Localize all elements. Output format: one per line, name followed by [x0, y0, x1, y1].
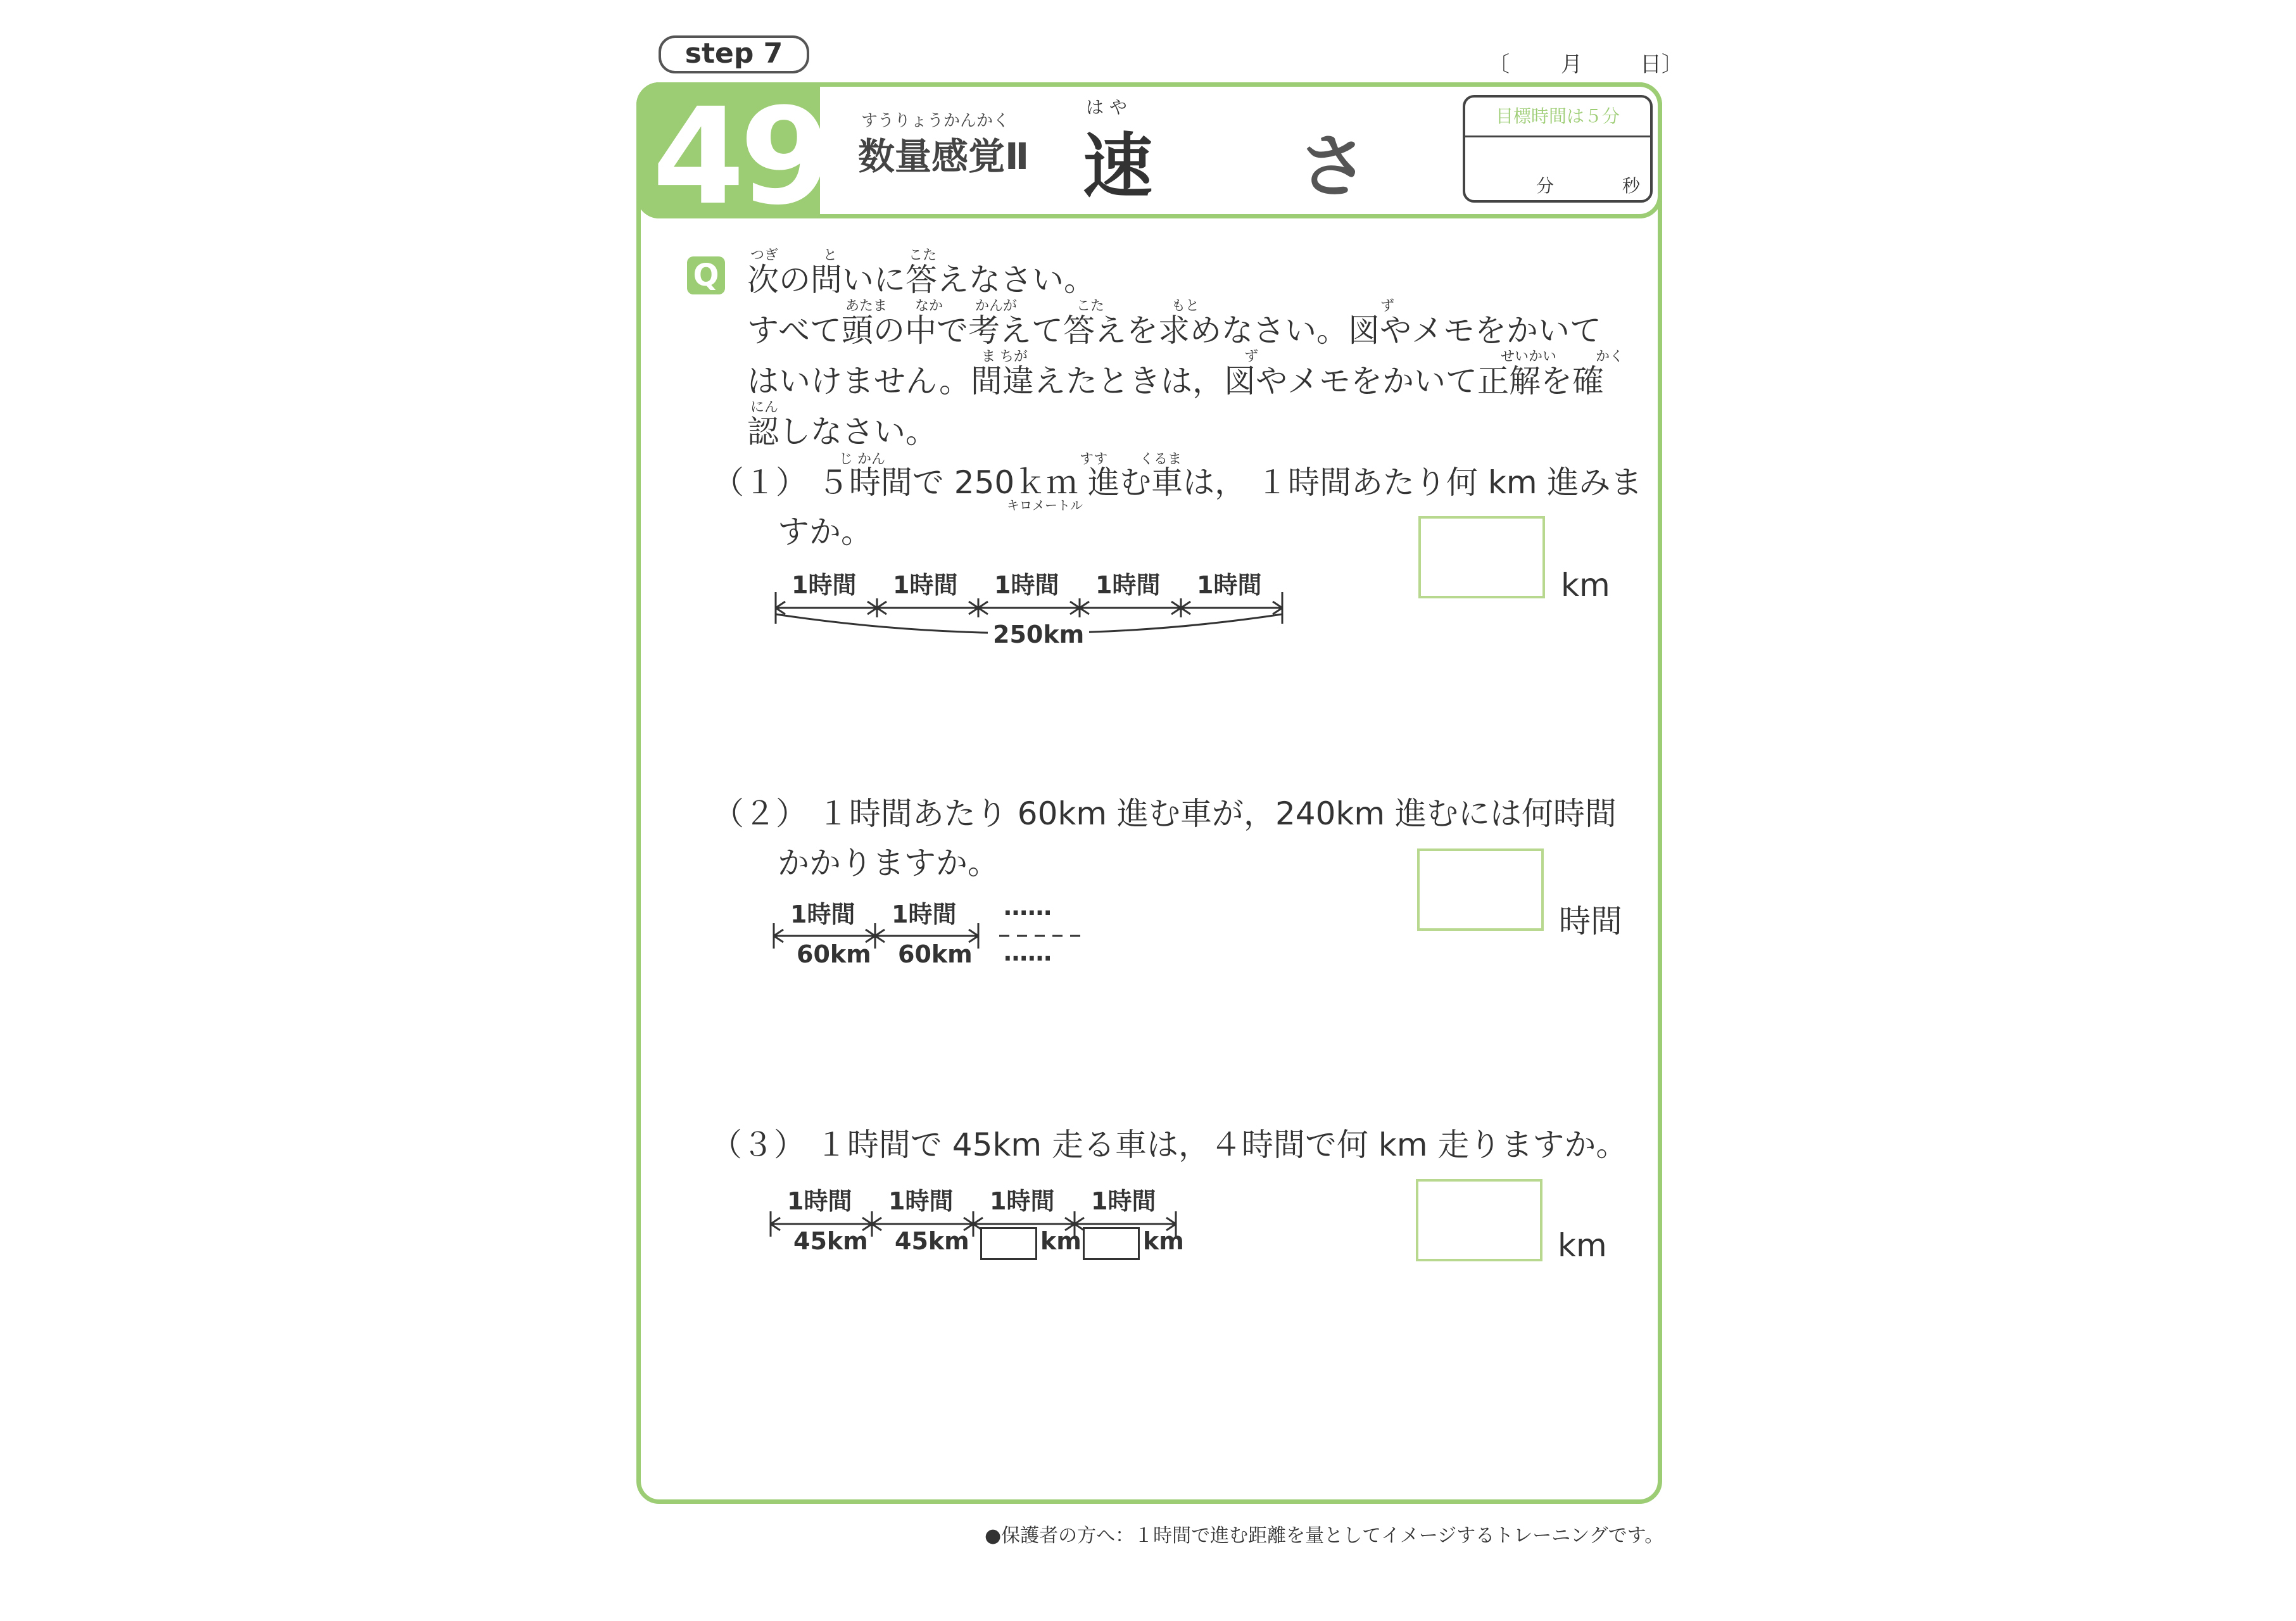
lesson-number: 49	[652, 79, 828, 234]
q3-blank-box-4[interactable]	[1083, 1227, 1140, 1260]
category-ruby: すうりょうかんかく	[861, 111, 1010, 130]
q2-unit: 時間	[1559, 903, 1622, 940]
ruby: こた	[1076, 298, 1105, 314]
q1-answer-box[interactable]	[1418, 516, 1545, 598]
ruby: かく	[1596, 349, 1624, 365]
q3-unit: km	[1558, 1227, 1607, 1264]
date-month: 月	[1561, 52, 1582, 77]
q2-distance-label: 60km	[797, 940, 871, 968]
instruction-line-1: 次の問いに答えなさい。	[747, 262, 1095, 298]
q1-text-line-1: （１） ５時間で 250ｋｍ 進む車は， １時間あたり何 km 進みま	[712, 464, 1643, 501]
q2-dots-bottom: ……	[1004, 938, 1052, 966]
instruction-line-2: すべて頭の中で考えて答えを求めなさい。図やメモをかいて	[747, 312, 1601, 349]
ruby: と	[823, 248, 838, 263]
q2-segment-label: 1時間	[892, 900, 957, 928]
ruby: キロメートル	[1007, 498, 1083, 513]
q3-segment-label: 1時間	[990, 1187, 1055, 1215]
q1-segment-label: 1時間	[1197, 571, 1262, 599]
topic-ruby: は や	[1086, 97, 1127, 118]
q2-text-line-2: かかりますか。	[778, 845, 999, 881]
question-badge: Q	[687, 256, 725, 294]
q1-segment-label: 1時間	[994, 571, 1059, 599]
ruby: じ かん	[839, 451, 885, 467]
q3-segment-label: 1時間	[1091, 1187, 1156, 1215]
q3-answer-box[interactable]	[1416, 1179, 1542, 1261]
q1-segment-label: 1時間	[893, 571, 958, 599]
ruby: ず	[1380, 298, 1395, 314]
q2-text-line-1: （２） １時間あたり 60km 進む車が，240km 進むには何時間	[712, 795, 1617, 832]
step-label: step 7	[659, 35, 809, 73]
q3-segment-label: 1時間	[888, 1187, 954, 1215]
q3-text-line-1: （３） １時間で 45km 走る車は，４時間で何 km 走りますか。	[710, 1126, 1628, 1163]
q3-blank-box-3[interactable]	[980, 1227, 1037, 1260]
q1-unit: km	[1561, 567, 1610, 603]
q3-blank-unit: km	[1040, 1227, 1082, 1255]
instruction-line-4: 認しなさい。	[747, 413, 937, 450]
ruby: くるま	[1140, 451, 1182, 467]
ruby: せいかい	[1501, 349, 1557, 365]
q2-answer-box[interactable]	[1417, 848, 1544, 931]
ruby: かんが	[975, 298, 1018, 314]
ruby: こた	[909, 248, 937, 263]
ruby: にん	[750, 400, 779, 415]
ruby: ず	[1244, 349, 1259, 365]
q1-text-line-2: すか。	[778, 514, 873, 550]
category-title: 数量感覚Ⅱ	[858, 135, 1030, 178]
instruction-line-3: はいけません。間違えたときは，図やメモをかいて正解を確	[747, 363, 1604, 400]
date-day: 日〕	[1640, 52, 1683, 77]
q3-segment-label: 1時間	[787, 1187, 852, 1215]
q1-total-label: 250km	[988, 621, 1089, 648]
timer-box	[1463, 95, 1653, 203]
topic-title-1: 速	[1083, 126, 1152, 207]
q3-distance-label: 45km	[793, 1227, 868, 1255]
topic-title-2: さ	[1298, 126, 1368, 207]
date-bracket-open: 〔	[1488, 52, 1510, 77]
q3-blank-unit: km	[1143, 1227, 1184, 1255]
ruby: すす	[1080, 451, 1108, 467]
ruby: あたま	[845, 298, 888, 314]
parent-note: ●保護者の方へ：１時間で進む距離を量としてイメージするトレーニングです。	[985, 1525, 1664, 1547]
q2-dots-top: ……	[1004, 893, 1052, 921]
q2-segment-label: 1時間	[790, 900, 855, 928]
q2-distance-label: 60km	[898, 940, 973, 968]
ruby: つぎ	[750, 248, 779, 263]
timer-seconds: 秒	[1622, 175, 1641, 196]
ruby: なか	[915, 298, 943, 314]
q1-segment-label: 1時間	[1095, 571, 1161, 599]
q3-distance-label: 45km	[895, 1227, 969, 1255]
ruby: ま ちが	[981, 349, 1028, 365]
timer-minutes: 分	[1536, 175, 1555, 196]
q1-segment-label: 1時間	[792, 571, 857, 599]
ruby: もと	[1171, 298, 1200, 314]
timer-label: 目標時間は５分	[1465, 98, 1650, 137]
